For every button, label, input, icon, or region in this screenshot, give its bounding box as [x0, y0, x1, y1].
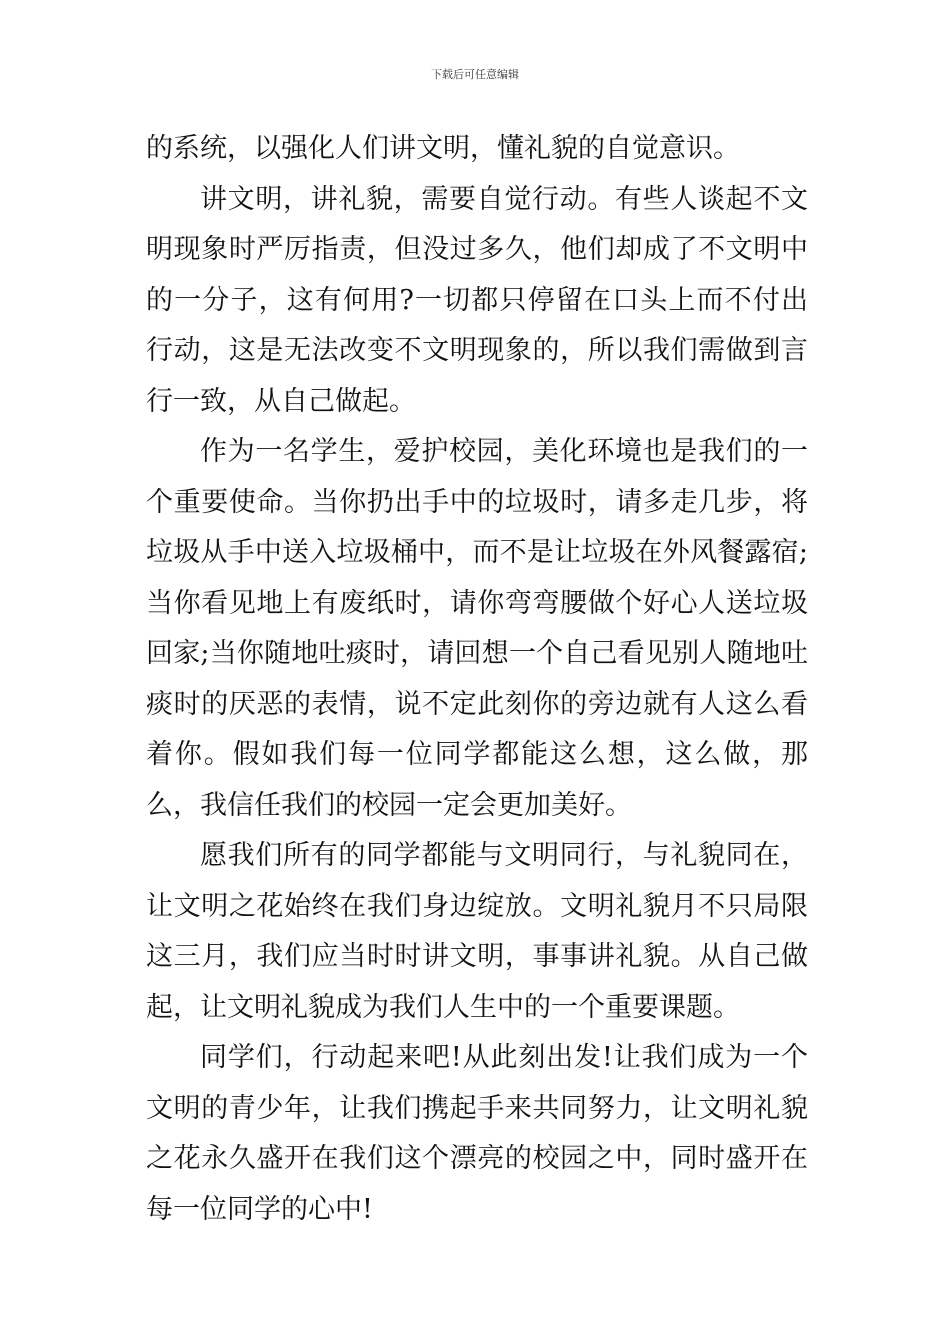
paragraph-call-to-action: 同学们，行动起来吧!从此刻出发!让我们成为一个文明的青少年，让我们携起手来共同努力，让文明礼貌之花永久盛开在我们这个漂亮的校园之中，同时盛开在每一位同学的心中! — [146, 1042, 808, 1225]
paragraph-courtesy-month: 愿我们所有的同学都能与文明同行，与礼貌同在，让文明之花始终在我们身边绽放。文明礼貌月不只局限这三月，我们应当时时讲文明，事事讲礼貌。从自己做起，让文明礼貌成为我们人生中的一个重要课题。 — [146, 840, 808, 1023]
paragraph-civilized-action: 讲文明，讲礼貌，需要自觉行动。有些人谈起不文明现象时严厉指责，但没过多久，他们却成了不文明中的一分子，这有何用?一切都只停留在口头上而不付出行动，这是无法改变不文明现象的，所以我们需做到言行一致，从自己做起。 — [146, 183, 808, 417]
paragraph-campus-care: 作为一名学生，爱护校园，美化环境也是我们的一个重要使命。当你扔出手中的垃圾时，请多走几步，将垃圾从手中送入垃圾桶中，而不是让垃圾在外风餐露宿;当你看见地上有废纸时，请你弯弯腰做个好心人送垃圾回家;当你随地吐痰时，请回想一个自己看见别人随地吐痰时的厌恶的表情，说不定此刻你的旁边就有人这么看着你。假如我们每一位同学都能这么想，这么做，那么，我信任我们的校园一定会更加美好。 — [146, 436, 808, 821]
paragraph-continued: 的系统，以强化人们讲文明，懂礼貌的自觉意识。 — [146, 133, 740, 164]
page-header-note: 下载后可任意编辑 — [431, 68, 519, 81]
document-body — [146, 124, 808, 1235]
